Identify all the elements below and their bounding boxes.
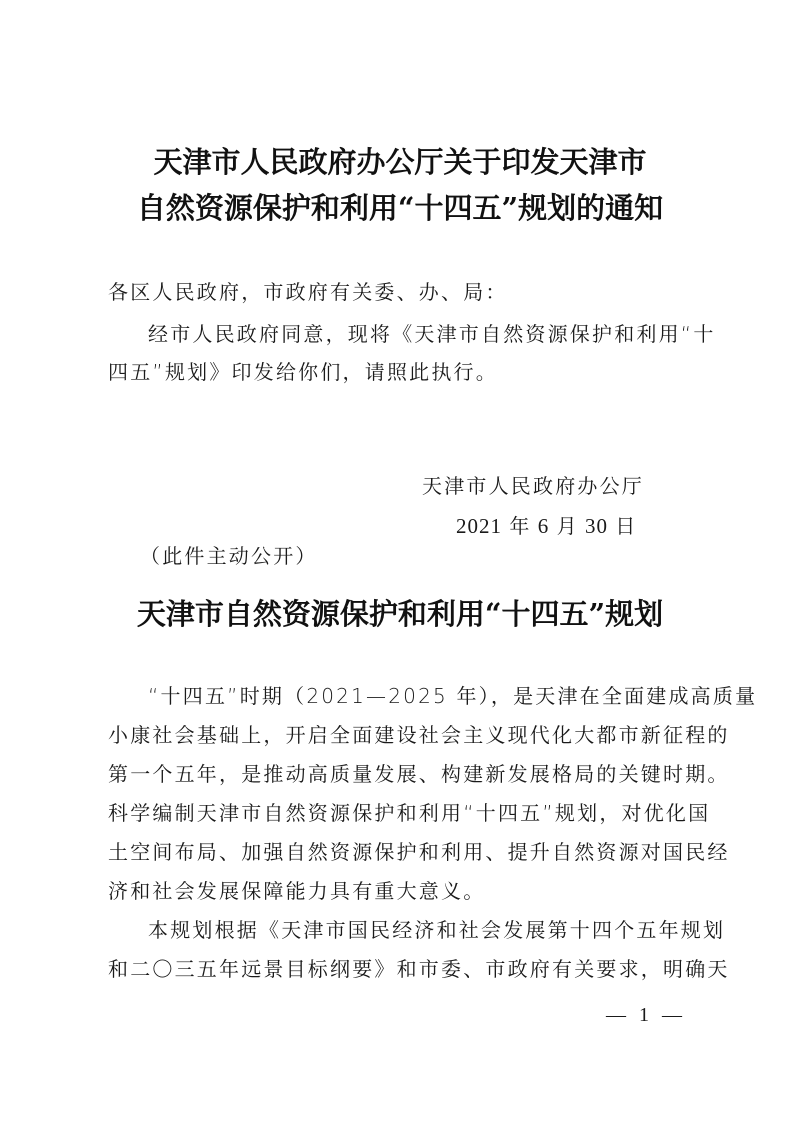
notice-body-line-2: 四五”规划》印发给你们，请照此执行。 <box>108 360 498 384</box>
disclosure-note: （此件主动公开） <box>140 544 318 568</box>
notice-body-line-1: 经市人民政府同意，现将《天津市自然资源保护和利用“十 <box>148 322 716 346</box>
plan-paragraph-1-line-2: 小康社会基础上，开启全面建设社会主义现代化大都市新征程的 <box>108 723 730 747</box>
date-month: 6 <box>537 514 550 538</box>
plan-paragraph-2-line-1: 本规划根据《天津市国民经济和社会发展第十四个五年规划 <box>148 918 726 942</box>
signature-office: 天津市人民政府办公厅 <box>422 474 644 498</box>
date-month-unit: 月 <box>556 514 578 538</box>
plan-paragraph-2-line-2: 和二〇三五年远景目标纲要》和市委、市政府有关要求，明确天 <box>108 957 730 981</box>
plan-paragraph-1-line-3: 第一个五年，是推动高质量发展、构建新发展格局的关键时期。 <box>108 762 730 786</box>
plan-paragraph-1-line-6: 济和社会发展保障能力具有重大意义。 <box>108 879 486 903</box>
notice-title-line-1: 天津市人民政府办公厅关于印发天津市 <box>153 145 647 179</box>
plan-title: 天津市自然资源保护和利用“十四五”规划 <box>136 597 664 631</box>
addressee: 各区人民政府，市政府有关委、办、局： <box>108 280 508 304</box>
page-number: — 1 — <box>606 1004 686 1026</box>
date-day: 30 <box>584 514 608 538</box>
plan-paragraph-1-line-4: 科学编制天津市自然资源保护和利用“十四五”规划，对优化国 <box>108 801 711 825</box>
date-year-unit: 年 <box>509 514 531 538</box>
plan-paragraph-1-line-1: “十四五”时期（2021—2025 年），是天津在全面建成高质量 <box>148 684 758 708</box>
date-day-unit: 日 <box>615 514 637 538</box>
issue-date <box>456 510 636 539</box>
date-year: 2021 <box>456 514 502 538</box>
plan-paragraph-1-line-5: 土空间布局、加强自然资源保护和利用、提升自然资源对国民经 <box>108 840 730 864</box>
notice-title-line-2: 自然资源保护和利用“十四五”规划的通知 <box>136 191 664 225</box>
